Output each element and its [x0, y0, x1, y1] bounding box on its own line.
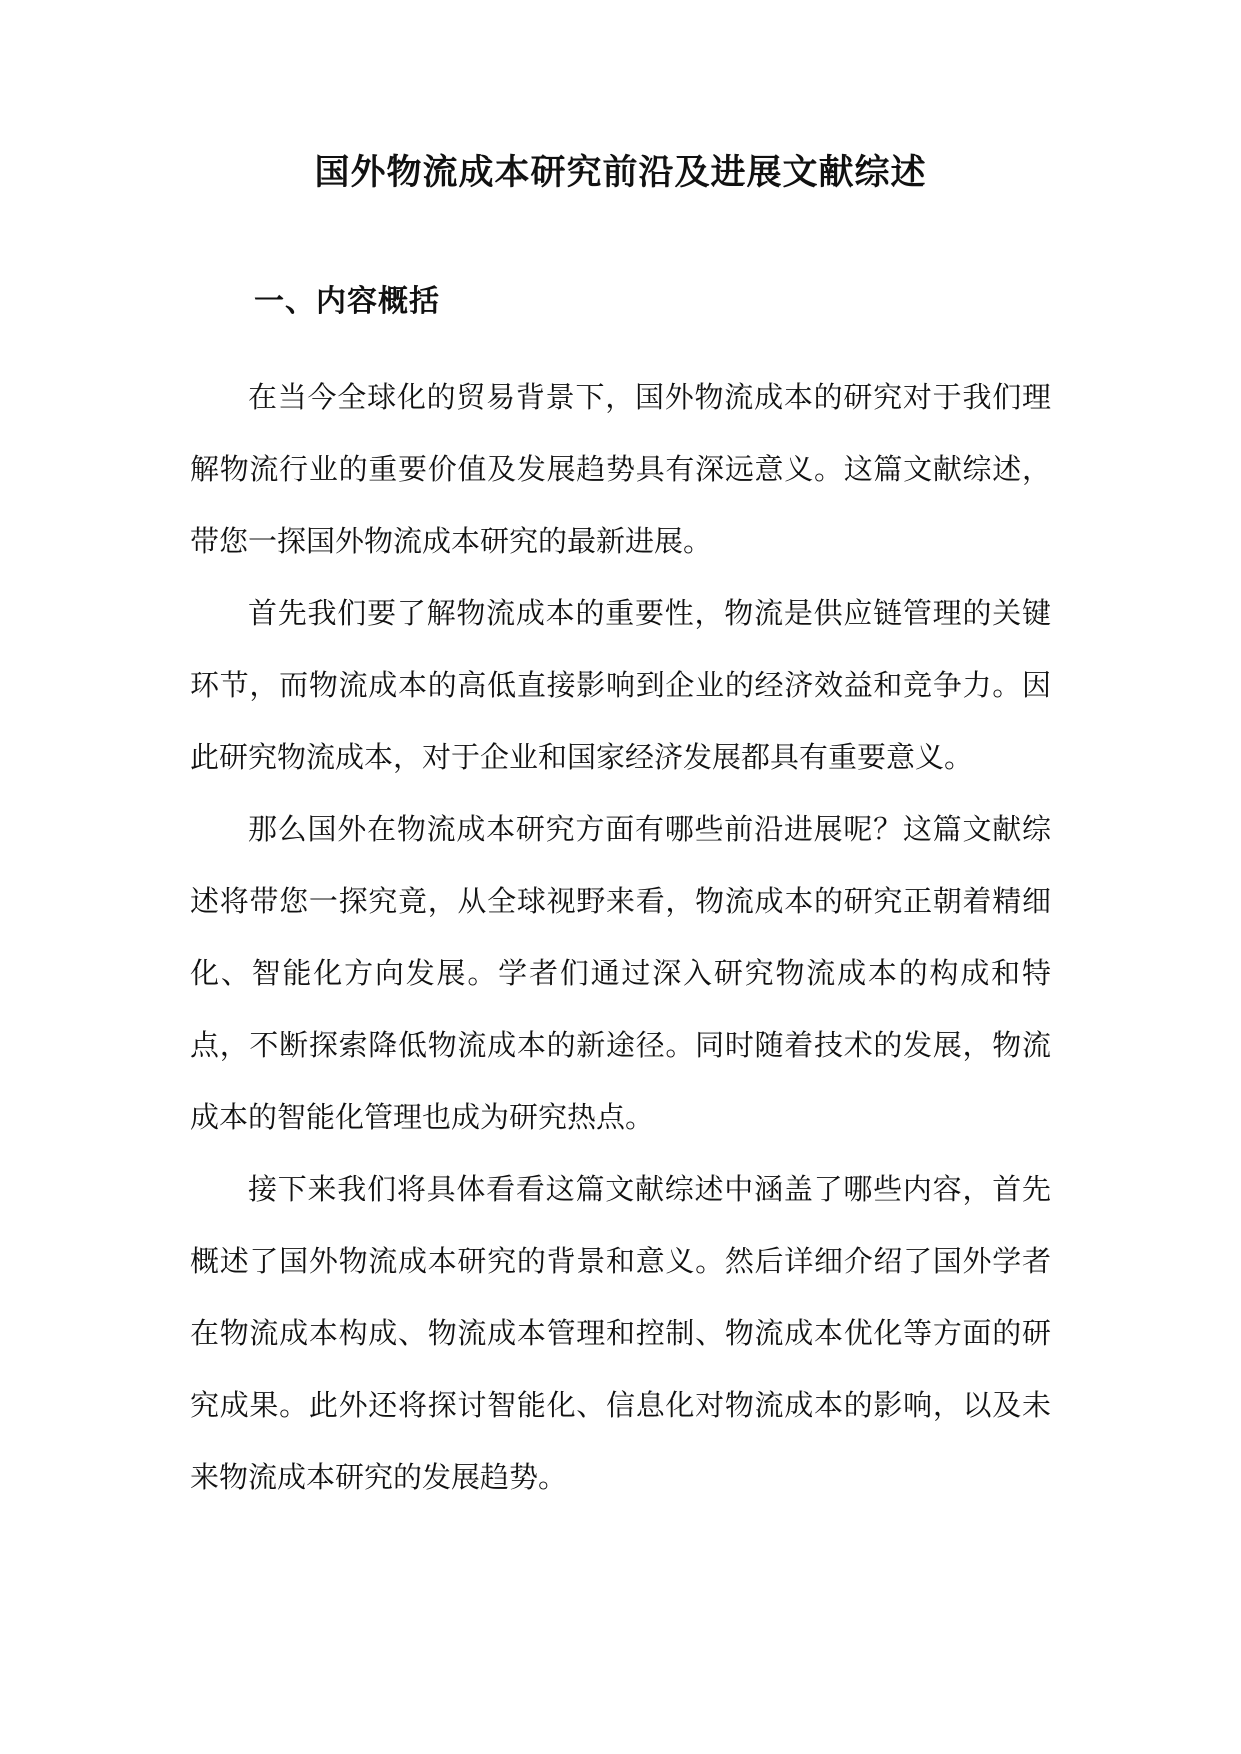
- paragraph-3: 那么国外在物流成本研究方面有哪些前沿进展呢？这篇文献综述将带您一探究竟，从全球视野来看，物流成本的研究正朝着精细化、智能化方向发展。学者们通过深入研究物流成本的构成和特点，不断探索降低物流成本的新途径。同时随着技术的发展，物流成本的智能化管理也成为研究热点。: [190, 812, 1051, 1134]
- paragraph-4: 接下来我们将具体看看这篇文献综述中涵盖了哪些内容，首先概述了国外物流成本研究的背景和意义。然后详细介绍了国外学者在物流成本构成、物流成本管理和控制、物流成本优化等方面的研究成果。此外还将探讨智能化、信息化对物流成本的影响，以及未来物流成本研究的发展趋势。: [190, 1172, 1051, 1494]
- paragraph-1: 在当今全球化的贸易背景下，国外物流成本的研究对于我们理解物流行业的重要价值及发展趋势具有深远意义。这篇文献综述，带您一探国外物流成本研究的最新进展。: [190, 380, 1051, 558]
- document-body: [190, 361, 1051, 1513]
- document-title: 国外物流成本研究前沿及进展文献综述: [314, 152, 927, 193]
- paragraph-2: 首先我们要了解物流成本的重要性，物流是供应链管理的关键环节，而物流成本的高低直接影响到企业的经济效益和竞争力。因此研究物流成本，对于企业和国家经济发展都具有重要意义。: [190, 596, 1051, 774]
- section-heading: 一、内容概括: [254, 284, 440, 319]
